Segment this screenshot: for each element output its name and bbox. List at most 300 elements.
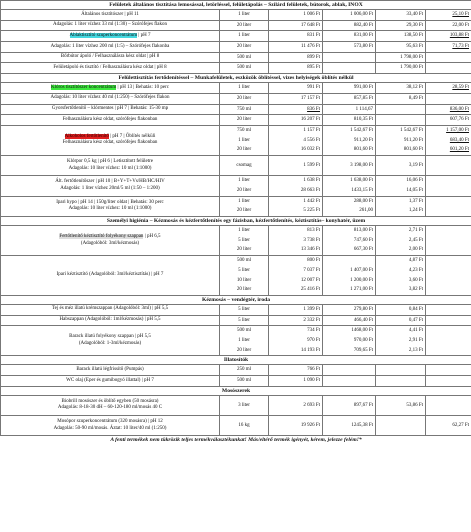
- product-row: [1, 376, 471, 387]
- unit-price-cell: [323, 196, 376, 216]
- unit-price-cell-value: 801,60 Ft: [353, 147, 373, 153]
- price-cell: [269, 20, 323, 31]
- product-name: [1, 125, 220, 155]
- unit-price-cell-value: 813,00 Ft: [353, 228, 373, 234]
- product-name-line: Felhasználásra kész oldat, szórófejes flakonban: [62, 140, 158, 146]
- net-price-cell: [426, 52, 471, 63]
- product-name-line: Klóros tisztítószer koncentrátum | pH 13 | Behatás: 10 perc: [51, 84, 169, 90]
- unit-price-cell-value: 279,80 Ft: [353, 306, 373, 312]
- net-price-cell-value: 607,76 Ft: [449, 117, 470, 123]
- dose-price-cell: [376, 376, 426, 387]
- unit-cell: [220, 256, 269, 296]
- price-cell-value: 734 Ft: [307, 328, 320, 334]
- product-row: [1, 304, 471, 315]
- net-price-cell-value: 1 157,00 Ft: [446, 127, 470, 133]
- net-price-cell-value: [428, 156, 469, 175]
- price-cell: [269, 31, 323, 42]
- dose-price-cell-value: 138,50 Ft: [403, 33, 423, 39]
- price-cell-value: 1 090 Ft: [303, 378, 320, 384]
- highlighted-product: Klóros tisztítószer koncentrátum: [51, 84, 117, 90]
- section-title: Személyi higiénia – Kézmosás és kézfertőtlenítés egy fázisban, kézfertőtlenítés, kéztisztítás– konyhatér, üzem: [1, 217, 471, 226]
- dose-price-cell-value: 53,86 Ft: [406, 402, 423, 408]
- unit-price-cell: [323, 20, 376, 31]
- price-cell: [269, 10, 323, 21]
- dose-price-cell-value: [378, 105, 423, 115]
- unit-cell: [220, 315, 269, 326]
- dose-price-cell-value: [378, 376, 423, 386]
- net-price-cell-value: [428, 326, 469, 336]
- net-price-cell-value: 71,73 Ft: [452, 44, 470, 50]
- unit-cell: [220, 115, 269, 126]
- unit-cell: [220, 196, 269, 216]
- dose-price-cell-value: 2,13 Ft: [408, 347, 423, 353]
- price-cell-value: 28 663 Ft: [300, 188, 320, 194]
- section-title: Mosószerek: [1, 386, 471, 395]
- dose-price-cell: [376, 31, 426, 42]
- dose-price-cell-value: 2,91 Ft: [408, 337, 423, 343]
- price-cell-value: 1 006 Ft: [303, 12, 320, 17]
- unit-cell-value: 20 liter: [236, 208, 252, 214]
- product-row: [1, 256, 471, 296]
- net-price-cell: [426, 104, 471, 115]
- section-title: Illatosítók: [1, 356, 471, 365]
- net-price-cell: [426, 176, 471, 196]
- net-price-cell: [426, 125, 471, 155]
- product-name-line: Mosópor szuperkoncentrátum (320 mosásra) | pH 12: [57, 419, 163, 425]
- price-cell-value: 12 007 Ft: [300, 277, 320, 283]
- unit-cell: [220, 365, 269, 376]
- unit-price-cell: [323, 10, 376, 21]
- net-price-cell: [426, 315, 471, 326]
- price-cell: [269, 226, 323, 256]
- unit-price-cell-value: 1 006,00 Ft: [350, 12, 373, 17]
- net-price-cell: [426, 416, 471, 436]
- unit-price-cell: [323, 31, 376, 42]
- unit-cell: [220, 304, 269, 315]
- product-row: [1, 155, 471, 175]
- unit-price-cell: [323, 104, 376, 115]
- section-header: [1, 295, 471, 304]
- net-price-cell-value: [428, 245, 469, 255]
- product-row: [1, 395, 471, 415]
- dose-price-cell: [376, 226, 426, 256]
- unit-cell-value: 1 liter: [238, 198, 250, 204]
- dose-price-cell-value: 2,00 Ft: [408, 247, 423, 253]
- net-price-cell: [426, 376, 471, 387]
- dose-price-cell-value: 8,49 Ft: [408, 95, 423, 101]
- net-price-cell-value: [428, 316, 469, 326]
- footer-note: A fenti termékek nem tükrözik teljes termékválasztékunkat! Más/eltérő termék igényét, kérem, jelezze felém!*: [110, 437, 362, 444]
- net-price-cell: [426, 395, 471, 415]
- unit-price-cell: [323, 365, 376, 376]
- unit-price-cell-value: 709,65 Ft: [353, 347, 373, 353]
- unit-cell-value: 3 liter: [238, 402, 250, 408]
- unit-price-cell: [323, 83, 376, 94]
- product-name-line: Ipari kéztisztító (Adagolóból: 3ml/kéztisztítás) | pH 7: [56, 272, 164, 278]
- price-cell-value: 1 157 Ft: [303, 127, 320, 133]
- product-name-line: Fertőtlenítő kéztisztító folyékony szappan | pH 6,5: [59, 234, 161, 240]
- highlighted-product: Ablaktisztító szuperkoncentrátum: [69, 32, 138, 38]
- unit-price-cell: [323, 416, 376, 436]
- net-price-cell: [426, 365, 471, 376]
- unit-cell-value: 20 liter: [236, 147, 252, 153]
- net-price-cell: [426, 155, 471, 175]
- net-price-cell-value: [428, 94, 469, 104]
- unit-cell-value: 20 liter: [236, 95, 252, 101]
- price-cell: [269, 256, 323, 296]
- dose-price-cell-value: [378, 365, 423, 375]
- unit-price-cell-value: 810,35 Ft: [353, 117, 373, 123]
- price-cell-value: 14 193 Ft: [300, 347, 320, 353]
- unit-price-cell: [323, 42, 376, 53]
- product-row: [1, 42, 471, 53]
- unit-price-cell-value: 970,00 Ft: [353, 337, 373, 343]
- product-name: [1, 93, 220, 104]
- unit-cell-value: 20 liter: [236, 117, 252, 123]
- unit-price-cell-value: 667,30 Ft: [353, 247, 373, 253]
- price-cell: [269, 196, 323, 216]
- price-cell-value: 899 Ft: [307, 54, 320, 60]
- unit-cell: [220, 31, 269, 42]
- unit-cell: [220, 416, 269, 436]
- price-cell-value: 4 556 Ft: [303, 137, 320, 143]
- price-cell-value: 16 207 Ft: [300, 117, 320, 123]
- unit-cell-value: 500 ml: [236, 378, 252, 384]
- unit-price-cell-value: 831,00 Ft: [353, 33, 373, 39]
- price-cell-value: 2 332 Ft: [303, 317, 320, 323]
- unit-price-cell: [323, 93, 376, 104]
- price-cell: [269, 376, 323, 387]
- net-price-cell-value: [428, 276, 469, 286]
- unit-price-cell: [323, 115, 376, 126]
- unit-price-cell: [323, 63, 376, 74]
- net-price-cell-value: [428, 376, 469, 386]
- unit-price-cell-value: 857,85 Ft: [353, 95, 373, 101]
- unit-price-cell-value: 573,80 Ft: [353, 44, 373, 50]
- product-name: [1, 42, 220, 53]
- product-name-line: Klórpor 0,5 kg | pH 6 | Letisztított felületre: [66, 159, 153, 165]
- product-name-line: Adagolás: 1 liter vízhez 200 ml (1:5) – Szórófejes flakonba: [50, 43, 170, 49]
- unit-cell-value: 500 ml: [236, 54, 252, 60]
- section-title: Felülettisztítás fertődenítéssel – Munkafelületek, eszközök öblítéssel, vizes helyiségek öblítés nélkül: [1, 74, 471, 83]
- unit-cell-value: 500 ml: [236, 258, 252, 264]
- product-row: [1, 365, 471, 376]
- net-price-cell-value: [428, 176, 469, 186]
- price-cell-value: 895 Ft: [307, 65, 320, 71]
- net-price-cell: [426, 83, 471, 94]
- unit-cell-value: 10 liter: [236, 277, 252, 283]
- unit-price-cell-value: 991,00 Ft: [353, 85, 373, 91]
- price-cell-value: 16 032 Ft: [300, 147, 320, 153]
- dose-price-cell: [376, 155, 426, 175]
- highlighted-product: Fertőtlenítő kéztisztító folyékony szappan: [59, 234, 144, 240]
- unit-cell-value: 20 liter: [236, 347, 252, 353]
- dose-price-cell: [376, 395, 426, 415]
- product-row: [1, 83, 471, 94]
- net-price-cell-value: [428, 53, 469, 63]
- unit-cell-value: 16 kg: [238, 423, 250, 429]
- product-name-line: Ipari hypo | pH 14 | 150g/liter oldat | Behatás: 30 perc: [56, 199, 164, 205]
- product-row: [1, 196, 471, 216]
- net-price-cell-value: [428, 285, 469, 295]
- net-price-cell-value: 836,00 Ft: [449, 106, 470, 112]
- net-price-cell-value: [428, 266, 469, 276]
- unit-cell-value: 1 liter: [238, 337, 250, 343]
- net-price-cell: [426, 10, 471, 21]
- unit-cell: [220, 125, 269, 155]
- product-name: [1, 115, 220, 126]
- unit-price-cell-value: 1 542,67 Ft: [350, 127, 373, 133]
- price-cell: [269, 115, 323, 126]
- unit-cell: [220, 176, 269, 196]
- product-name: [1, 176, 220, 196]
- product-name-line: Adagolás: 1 liter vízhez 33 ml (1:30) – Szórófejes flakon: [53, 22, 167, 28]
- unit-cell-value: 5 liter: [238, 267, 250, 273]
- net-price-cell: [426, 226, 471, 256]
- price-cell-value: 17 157 Ft: [300, 95, 320, 101]
- dose-price-cell: [376, 93, 426, 104]
- unit-price-cell-value: 1 200,00 Ft: [350, 277, 373, 283]
- unit-cell: [220, 63, 269, 74]
- unit-cell-value: 1 liter: [238, 228, 250, 234]
- product-name-line: Habszappan (Adagolóból: 1ml/kézmosás) | pH 5,5: [59, 317, 161, 323]
- product-name-line: Adagolás: 10 liter vízhez: 10 ml (1:1000): [68, 206, 152, 212]
- unit-price-cell-value: 911,20 Ft: [354, 137, 373, 143]
- price-cell-value: 11 476 Ft: [301, 44, 320, 50]
- unit-price-cell: [323, 326, 376, 356]
- price-cell: [269, 365, 323, 376]
- product-row: [1, 10, 471, 21]
- dose-price-cell: [376, 63, 426, 74]
- unit-price-cell: [323, 256, 376, 296]
- price-cell: [269, 326, 323, 356]
- section-header: [1, 1, 471, 10]
- net-price-cell-value: [428, 186, 469, 196]
- price-cell-value: 836 Ft: [307, 106, 320, 112]
- unit-price-cell-value: 882,40 Ft: [353, 22, 373, 28]
- net-price-cell-value: 28,59 Ft: [452, 85, 470, 91]
- dose-price-cell: [376, 326, 426, 356]
- price-cell-value: 25 416 Ft: [300, 287, 320, 293]
- dose-price-cell: [376, 104, 426, 115]
- product-row: [1, 416, 471, 436]
- dose-price-cell: [376, 20, 426, 31]
- net-price-cell: [426, 63, 471, 74]
- dose-price-cell-value: 33,40 Ft: [406, 12, 423, 17]
- net-price-cell: [426, 93, 471, 104]
- unit-cell: [220, 395, 269, 415]
- product-name: [1, 395, 220, 415]
- product-name-line: Barack illatú folyékony szappan | pH 5,5: [69, 334, 151, 340]
- product-name: [1, 304, 220, 315]
- price-cell-value: 7 037 Ft: [303, 267, 320, 273]
- unit-cell-value: 1 liter: [238, 85, 250, 91]
- unit-cell-value: 1 liter: [238, 33, 250, 39]
- price-cell-value: 813 Ft: [307, 228, 320, 234]
- net-price-cell: [426, 115, 471, 126]
- unit-price-cell-value: 1 407,00 Ft: [350, 267, 373, 273]
- product-row: [1, 104, 471, 115]
- unit-price-cell-value: 1245,38 Ft: [351, 423, 373, 429]
- product-name-line: Alkoholos fertőtlenítő | pH 7 | Öblítés nélküli: [64, 133, 156, 139]
- product-name: [1, 376, 220, 387]
- price-cell-value: 1 638 Ft: [303, 178, 320, 184]
- unit-cell: [220, 93, 269, 104]
- dose-price-cell-value: 3,19 Ft: [408, 162, 423, 168]
- unit-cell-value: 750 ml: [236, 127, 252, 133]
- dose-price-cell-value: 1 798,00 Ft: [400, 54, 423, 60]
- price-cell-value: 1 399 Ft: [303, 306, 320, 312]
- unit-price-cell: [323, 304, 376, 315]
- unit-price-cell-value: 1 271,00 Ft: [350, 287, 373, 293]
- dose-price-cell-value: 1,37 Ft: [408, 198, 423, 204]
- unit-price-cell-value: [325, 376, 373, 386]
- price-cell: [269, 416, 323, 436]
- product-name-line: Gyorsfertőtlenítő – klórmentes | pH 7 | Behatás: 15-30 mp: [51, 106, 169, 112]
- unit-cell: [220, 326, 269, 356]
- unit-cell-value: 20 liter: [236, 188, 252, 194]
- product-name: [1, 20, 220, 31]
- dose-price-cell: [376, 416, 426, 436]
- dose-price-cell-value: [378, 416, 423, 435]
- product-name: [1, 31, 220, 42]
- product-name-line: (Adagolóból: 3ml/kézmosás): [80, 240, 140, 246]
- product-name-line: Adagolás: 10 liter vízhez 40 ml (1:250) – Szórófejes flakon: [50, 95, 170, 101]
- product-name: [1, 326, 220, 356]
- price-cell: [269, 395, 323, 415]
- price-cell: [269, 42, 323, 53]
- dose-price-cell: [376, 196, 426, 216]
- unit-price-cell-value: 1 114,67: [355, 106, 373, 112]
- product-name: [1, 416, 220, 436]
- unit-cell-value: 5 liter: [238, 317, 250, 323]
- unit-cell-value: 1 liter: [238, 137, 250, 143]
- product-name: [1, 104, 220, 115]
- price-cell: [269, 176, 323, 196]
- price-cell-value: 5 225 Ft: [303, 208, 320, 214]
- product-row: [1, 20, 471, 31]
- dose-price-cell-value: 2,45 Ft: [408, 237, 423, 243]
- unit-price-cell-value: 261,00: [359, 208, 373, 214]
- product-name-line: WC olaj (Eper és gumibogyó illattal) | pH 7: [66, 377, 154, 383]
- unit-cell-value: csomag: [236, 162, 252, 168]
- net-price-cell-value: 601,20 Ft: [449, 147, 470, 153]
- dose-price-cell: [376, 42, 426, 53]
- dose-price-cell-value: 38,12 Ft: [406, 85, 423, 91]
- product-row: [1, 63, 471, 74]
- dose-price-cell-value: 0,47 Ft: [408, 317, 423, 323]
- product-name-line: Felhasználásra kész oldat, szórófejes flakonban: [62, 116, 158, 122]
- dose-price-cell-value: 1 790,00 Ft: [400, 65, 423, 71]
- dose-price-cell-value: 4,23 Ft: [408, 267, 423, 273]
- net-price-cell: [426, 304, 471, 315]
- product-name-line: (Adagolóból: 1-3ml/kézmosás): [78, 340, 142, 346]
- dose-price-cell: [376, 256, 426, 296]
- net-price-cell-value: [428, 197, 469, 207]
- dose-price-cell-value: 4,87 Ft: [408, 258, 423, 264]
- unit-cell: [220, 83, 269, 94]
- product-name-line: Tej és méz illatú krémszappan (Adagolóból: 3ml) | pH 5,5: [51, 306, 169, 312]
- product-name: [1, 155, 220, 175]
- product-row: [1, 93, 471, 104]
- net-price-cell-value: 683,40 Ft: [449, 137, 470, 143]
- net-price-cell-value: [428, 206, 469, 216]
- net-price-cell-value: 22,00 Ft: [452, 22, 470, 28]
- dose-price-cell-value: 14,05 Ft: [406, 188, 423, 194]
- unit-price-cell: [323, 395, 376, 415]
- price-cell: [269, 52, 323, 63]
- price-cell: [269, 155, 323, 175]
- product-name-line: Adagolás: 10 liter vízhez: 10 ml (1:1000): [68, 165, 152, 171]
- product-name-line: Adagolás: 1 liter vízhez 20ml/5 ml (1:50 – 1:200): [60, 186, 160, 192]
- price-cell-value: 3 738 Ft: [303, 237, 320, 243]
- dose-price-cell: [376, 365, 426, 376]
- net-price-cell: [426, 326, 471, 356]
- product-row: [1, 52, 471, 63]
- dose-price-cell: [376, 304, 426, 315]
- unit-cell: [220, 376, 269, 387]
- unit-cell: [220, 52, 269, 63]
- unit-price-cell-value: [325, 63, 373, 73]
- section-title: Kézmosás – vendégtér, iroda: [1, 295, 471, 304]
- price-cell-value: 17 648 Ft: [300, 22, 320, 28]
- unit-cell: [220, 226, 269, 256]
- dose-price-cell-value: 16,06 Ft: [406, 178, 423, 184]
- product-name-line: Ablaktisztító szuperkoncentrátum | pH 7: [69, 32, 151, 38]
- section-header: [1, 386, 471, 395]
- price-cell: [269, 93, 323, 104]
- unit-cell-value: 1 liter: [238, 12, 250, 17]
- unit-cell-value: 20 liter: [236, 247, 252, 253]
- unit-cell: [220, 10, 269, 21]
- product-name-line: Biobrill mosószer és öblítő egyben (50 mosásra): [61, 398, 159, 404]
- unit-price-cell: [323, 52, 376, 63]
- product-name: [1, 83, 220, 94]
- price-cell-value: 13 346 Ft: [300, 247, 320, 253]
- dose-price-cell-value: 911,20 Ft: [404, 137, 423, 143]
- product-name: [1, 10, 220, 21]
- product-name-line: Adagolás: 8-18-30 dH – 60-120-180 ml/mosás 40 C: [57, 405, 163, 411]
- dose-price-cell-value: 3,60 Ft: [408, 277, 423, 283]
- price-cell: [269, 315, 323, 326]
- price-cell-value: 1 599 Ft: [303, 162, 320, 168]
- unit-price-cell-value: 466,40 Ft: [353, 317, 373, 323]
- dose-price-cell: [376, 315, 426, 326]
- dose-price-cell: [376, 83, 426, 94]
- net-price-cell-value: [428, 346, 469, 356]
- price-cell-value: 1 442 Ft: [303, 198, 320, 204]
- net-price-cell: [426, 20, 471, 31]
- net-price-cell-value: [428, 63, 469, 73]
- unit-cell-value: 5 liter: [238, 306, 250, 312]
- net-price-cell-value: [428, 305, 469, 315]
- product-row: [1, 226, 471, 256]
- section-header: [1, 74, 471, 83]
- price-cell: [269, 125, 323, 155]
- unit-price-cell: [323, 176, 376, 196]
- dose-price-cell: [376, 52, 426, 63]
- unit-cell: [220, 155, 269, 175]
- unit-cell: [220, 20, 269, 31]
- unit-price-cell-value: 747,60 Ft: [353, 237, 373, 243]
- net-price-cell-value: [428, 226, 469, 236]
- product-name-line: Felületápoló és tisztító / Felhasználásra kész oldat | pH 8: [53, 64, 167, 70]
- unit-price-cell-value: [325, 365, 373, 375]
- unit-cell: [220, 42, 269, 53]
- product-name: [1, 365, 220, 376]
- dose-price-cell: [376, 125, 426, 155]
- dose-price-cell-value: 0,84 Ft: [408, 306, 423, 312]
